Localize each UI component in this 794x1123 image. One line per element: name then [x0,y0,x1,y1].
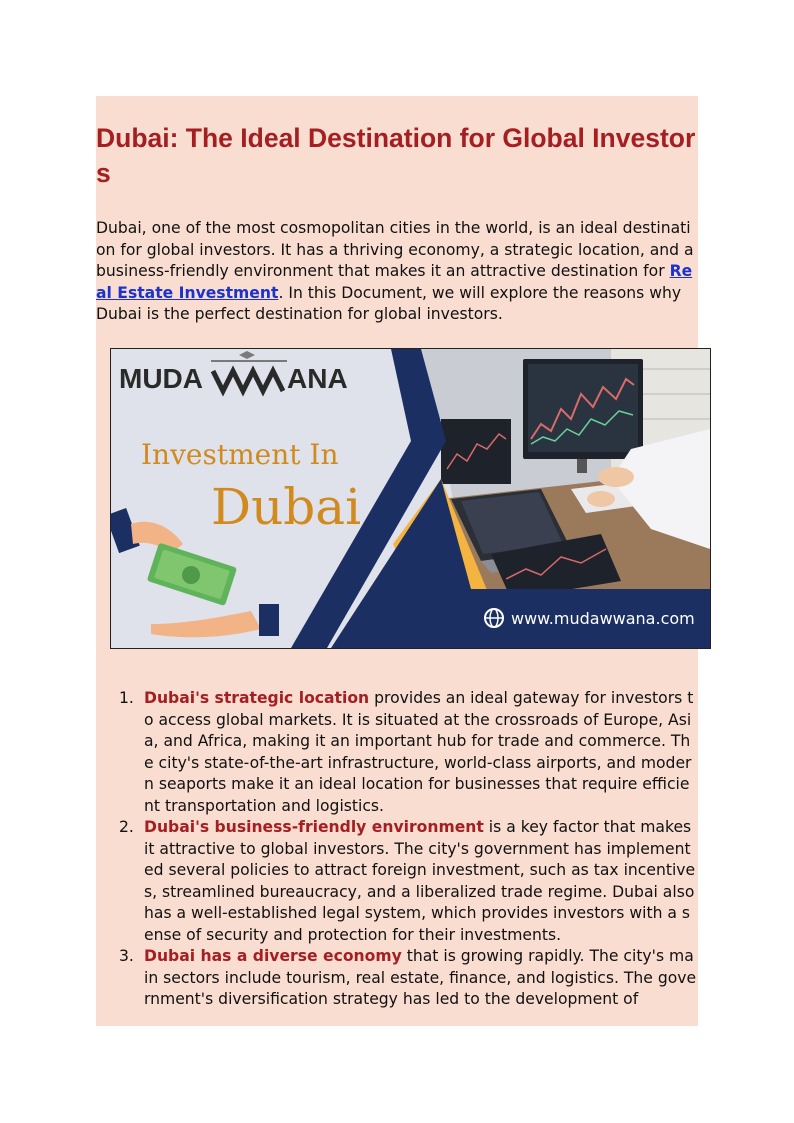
website-url: www.mudawwana.com [511,609,695,628]
list-item [96,817,698,946]
list-number: 3. [119,947,134,965]
intro-text-end: . In this Document, we will explore the reasons why Dubai is the perfect destination for global investors. [96,283,682,323]
real-estate-investment-link[interactable]: Real Estate Investment [96,262,693,302]
list-item-text: that is growing rapidly. The city's main sectors include tourism, real estate, finance, and logistics. The government's diversification strategy has led to the development of [144,947,697,1008]
reasons-list [96,688,698,1011]
logo-text-right: ANA [287,363,348,394]
banner-heading-line2: Dubai [211,478,362,536]
list-item [96,688,698,817]
investment-banner-image [110,348,711,649]
list-item-lead: Dubai has a diverse economy [144,947,402,965]
banner-heading-line1: Investment In [141,438,339,471]
website-label [485,609,695,628]
list-item-text: provides an ideal gateway for investors to access global markets. It is situated at the crossroads of Europe, Asia, and Africa, making it an important hub for trade and commerce. The city's state-of-the-art infrastructure, world-class airports, and modern seaports make it an ideal location for businesses that require efficient transportation and logistics. [144,689,694,815]
page-title: Dubai: The Ideal Destination for Global Investors [96,123,696,188]
list-number: 2. [119,818,134,836]
intro-paragraph [96,218,698,326]
intro-text-start: Dubai, one of the most cosmopolitan cities in the world, is an ideal destination for global investors. It has a thriving economy, a strategic location, and a business-friendly environment that makes it an attractive destination for [96,219,694,280]
list-number: 1. [119,689,134,707]
list-item-lead: Dubai's strategic location [144,689,370,707]
list-item-text: is a key factor that makes it attractive to global investors. The city's government has implemented several policies to attract foreign investment, such as tax incentives, streamlined bureaucracy, and a liberalized trade regime. Dubai also has a well-established legal system, which provides investors with a sense of security and protection for their investments. [144,818,696,944]
logo-text-left: MUDA [119,363,203,394]
list-item [96,946,698,1011]
list-item-lead: Dubai's business-friendly environment [144,818,484,836]
